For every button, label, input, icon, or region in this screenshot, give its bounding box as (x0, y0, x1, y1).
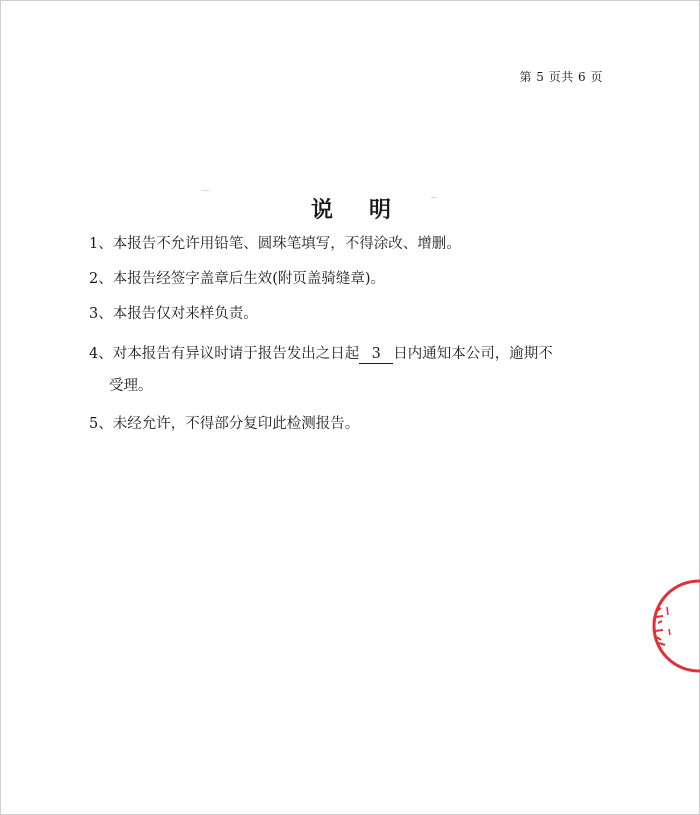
page-title: 说明 (310, 197, 427, 223)
item-number: 2、 (89, 271, 113, 287)
instruction-item-5 (89, 414, 359, 434)
item-number: 1、 (89, 236, 113, 252)
item-number: 5、 (89, 416, 113, 432)
instruction-item-4-continuation: 受理。 (109, 378, 153, 394)
item-number: 3、 (89, 306, 113, 322)
item-number: 4、 (89, 346, 113, 362)
item-text: 本报告经签字盖章后生效(附页盖骑缝章)。 (112, 271, 386, 287)
instruction-item-1 (89, 234, 461, 254)
instruction-item-3 (89, 304, 258, 324)
item-text: 未经允许，不得部分复印此检测报告。 (112, 416, 360, 432)
item-text-after: 日内通知本公司，逾期不 (393, 346, 553, 362)
item-text: 本报告仅对来样负责。 (112, 306, 258, 322)
scan-speck (201, 190, 209, 191)
page-number: 第 5 页共 6 页 (519, 70, 603, 84)
days-value: 3 (359, 346, 393, 364)
scan-speck (431, 197, 437, 198)
red-seal-stamp (641, 571, 700, 681)
instruction-item-4 (89, 344, 553, 364)
item-text: 本报告不允许用铅笔、圆珠笔填写，不得涂改、增删。 (112, 236, 461, 252)
instruction-item-2 (89, 269, 385, 289)
item-text-before: 对本报告有异议时请于报告发出之日起 (112, 346, 360, 362)
